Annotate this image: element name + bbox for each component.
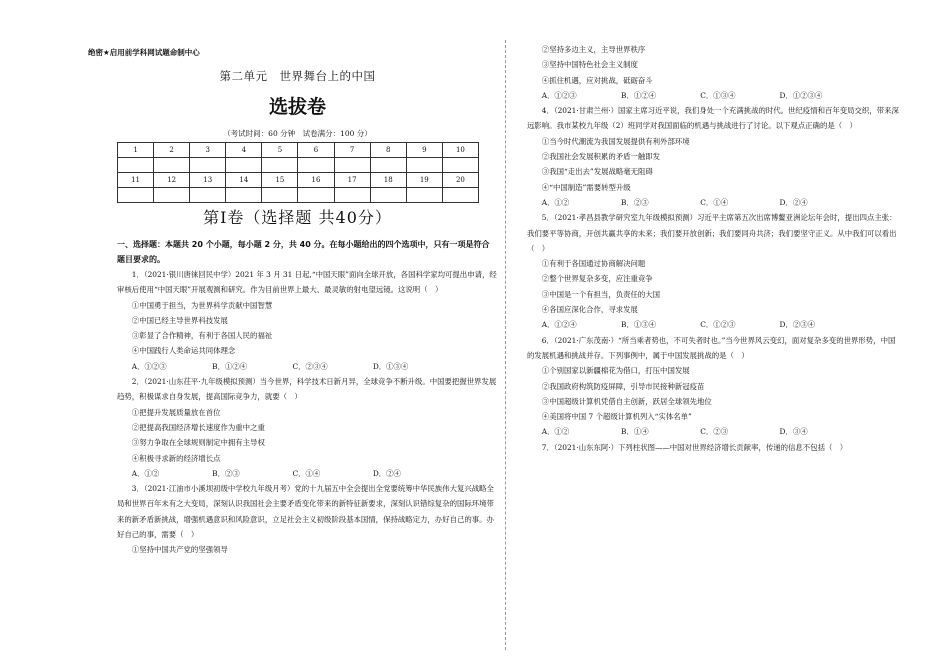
choice-a[interactable]: A．①②④	[541, 320, 577, 330]
answer-grid	[117, 142, 479, 203]
choice-c[interactable]: C．①③④	[700, 90, 736, 100]
choice-a[interactable]: A．①②	[541, 427, 570, 437]
choice-a[interactable]: A．①②③	[131, 361, 167, 371]
choice-c[interactable]: C．②③④	[292, 361, 328, 371]
left-column	[117, 267, 497, 558]
grid-number: 11	[118, 173, 154, 188]
answer-cell[interactable]	[370, 188, 406, 203]
grid-number: 6	[298, 143, 334, 158]
question-option: ③我国“走出去”发展战略毫无阻碍	[541, 167, 653, 177]
answer-grid-blank-row-1	[118, 158, 479, 173]
grid-number: 16	[298, 173, 334, 188]
grid-number: 7	[334, 143, 370, 158]
question-option: ①坚持中国共产党的坚强领导	[131, 545, 228, 555]
answer-cell[interactable]	[442, 188, 478, 203]
part-title: 第Ⅰ卷（选择题 共40分）	[203, 208, 392, 227]
question-option: ④“中国制造”需要转型升级	[541, 182, 631, 192]
choice-c[interactable]: C．②③	[700, 427, 729, 437]
answer-cell[interactable]	[262, 158, 298, 173]
question-stem: 2．（2021·山东茌平·九年级模拟预测）当今世界，科学技术日新月异，全球竞争不断升级。中国要把握世界发展趋势，积极谋求自身发展，提高国际竞争力，就要（ ）	[117, 377, 497, 402]
grid-number: 17	[334, 173, 370, 188]
choice-b[interactable]: B．①②④	[212, 361, 248, 371]
answer-cell[interactable]	[442, 158, 478, 173]
choice-d[interactable]: D．①②③④	[779, 90, 823, 100]
confidential-label: 绝密★启用前学科网试题命制中心	[88, 48, 200, 57]
answer-cell[interactable]	[190, 158, 226, 173]
answer-cell[interactable]	[226, 158, 262, 173]
right-column	[527, 42, 902, 455]
answer-cell[interactable]	[190, 188, 226, 203]
question-option: ③中国超级计算机凭借自主创新，跃居全球领先地位	[541, 396, 712, 406]
answer-cell[interactable]	[154, 158, 190, 173]
column-divider	[505, 40, 506, 650]
grid-number: 15	[262, 173, 298, 188]
choice-c[interactable]: C．①②③	[700, 320, 736, 330]
grid-number: 20	[442, 173, 478, 188]
answer-cell[interactable]	[262, 188, 298, 203]
question-option: ①把提升发展质量放在首位	[131, 407, 221, 417]
grid-number: 18	[370, 173, 406, 188]
answer-grid-header-row-2	[118, 173, 479, 188]
choice-b[interactable]: B．②③	[621, 197, 649, 207]
grid-number: 8	[370, 143, 406, 158]
answer-cell[interactable]	[226, 188, 262, 203]
grid-number: 5	[262, 143, 298, 158]
grid-number: 10	[442, 143, 478, 158]
question-stem: 1．（2021·银川唐徕回民中学）2021 年 3 月 31 日起,“中国天眼”面向全球开放，各国科学家均可提出申请，经审核后使用“中国天眼”开展观测和研究。作为目前世界上最大、最灵敏的射电望远镜。这说明（ ）	[117, 270, 497, 295]
answer-choices	[117, 466, 497, 481]
question-option: ①有利于各国通过协商解决问题	[541, 259, 646, 269]
question-option: ①个别国家以新疆棉花为借口，打压中国发展	[541, 366, 690, 376]
grid-number: 12	[154, 173, 190, 188]
grid-number: 19	[406, 173, 442, 188]
unit-title: 第二单元 世界舞台上的中国	[219, 69, 376, 83]
grid-number: 4	[226, 143, 262, 158]
choice-c[interactable]: C．①④	[292, 468, 321, 478]
answer-choices	[527, 317, 902, 332]
question-stem: 3．（2021·江油市小溪坝初级中学校九年级月考）党的十九届五中全会提出全党要统筹中华民族伟大复兴战略全局和世界百年未有之大变局，深刻认识我国社会主要矛盾变化带来的新特征新要求，深刻认识错综复杂的国际环境带来的新矛盾新挑战，增强机遇意识和风险意识，立足社会主义初级阶段基本国情，保持战略定力，办好自己的事。办好自己的事，需要（ ）	[117, 484, 494, 540]
choice-b[interactable]: B．②③	[212, 468, 240, 478]
answer-cell[interactable]	[406, 188, 442, 203]
choice-d[interactable]: D．②③④	[779, 320, 815, 330]
question-stem: 6．（2021·广东茂南·）“所当乘者势也，不可失者时也。”当今世界风云变幻，面对复杂多变的世界形势，中国的发展机遇和挑战并存。下列事例中，属于中国发展挑战的是（ ）	[527, 335, 896, 360]
answer-choices	[527, 88, 902, 103]
choice-b[interactable]: B．①③④	[621, 320, 657, 330]
choice-a[interactable]: A．①②	[541, 197, 570, 207]
question-option: ③中国是一个有担当，负责任的大国	[541, 289, 661, 299]
answer-choices	[117, 359, 497, 374]
question-option: ②整个世界复杂多变，应注重竞争	[541, 274, 653, 284]
answer-cell[interactable]	[118, 188, 154, 203]
grid-number: 3	[190, 143, 226, 158]
question-option: ④中国践行人类命运共同体理念	[131, 346, 236, 356]
section-instructions: 一、选择题：本题共 20 个小题，每小题 2 分，共 40 分。在每小题给出的四个选项中，只有一项是符合题目要求的。	[117, 240, 490, 264]
question-option: ②坚持多边主义，主导世界秩序	[541, 45, 646, 54]
grid-number: 14	[226, 173, 262, 188]
choice-d[interactable]: D．①③④	[372, 361, 409, 371]
choice-b[interactable]: B．①④	[621, 427, 649, 437]
choice-c[interactable]: C．①④	[700, 197, 729, 207]
answer-cell[interactable]	[154, 188, 190, 203]
question-option: ④各国应深化合作，寻求发展	[541, 305, 638, 315]
question-option: ①当今时代潮流为我国发展提供有利外部环境	[541, 136, 690, 146]
answer-cell[interactable]	[118, 158, 154, 173]
answer-choices	[527, 424, 902, 439]
question-option: ③彰显了合作精神，有利于各国人民的福祉	[131, 331, 273, 341]
grid-number: 1	[118, 143, 154, 158]
choice-d[interactable]: D．②④	[779, 197, 808, 207]
question-option: ②我国政府构筑防疫屏障，引导市民接种新冠疫苗	[541, 381, 705, 391]
choice-d[interactable]: D．②④	[372, 468, 401, 478]
grid-number: 9	[406, 143, 442, 158]
answer-cell[interactable]	[334, 188, 370, 203]
choice-d[interactable]: D．③④	[779, 427, 808, 437]
choice-a[interactable]: A．①②	[131, 468, 160, 478]
choice-b[interactable]: B．①②④	[621, 90, 657, 100]
question-option: ①中国勇于担当，为世界科学贡献中国智慧	[131, 300, 273, 310]
question-option: ④美国将中国 7 个超级计算机列入“实体名单”	[541, 412, 692, 422]
question-stem: 5．（2021·孝昌县教学研究室九年级模拟预测）习近平主席第五次出席博鳌亚洲论坛年会时，提出四点主张：我们要平等协商，开创共赢共享的未来；我们要开放创新；我们要同舟共济；我们要坚守正义。从中我们可以看出（ ）	[527, 213, 897, 253]
answer-cell[interactable]	[298, 158, 334, 173]
question-option: ④抓住机遇，应对挑战，砥砺奋斗	[541, 75, 653, 85]
question-option: ④积极寻求新的经济增长点	[131, 453, 221, 463]
answer-grid-header-row-1	[118, 143, 479, 158]
question-stem: 4．（2021·甘肃兰州·）国家主席习近平说，我们身处一个充满挑战的时代。世纪疫情和百年变局交织，带来深远影响。我市某校九年级（2）班同学对我国面临的机遇与挑战进行了讨论。以下观点正确的是（ ）	[527, 106, 899, 131]
answer-cell[interactable]	[334, 158, 370, 173]
question-option: ②我国社会发展积累的矛盾一触即发	[541, 152, 661, 162]
grid-number: 2	[154, 143, 190, 158]
grid-number: 13	[190, 173, 226, 188]
answer-cell[interactable]	[370, 158, 406, 173]
choice-a[interactable]: A．①②③	[541, 90, 577, 100]
exam-info: （考试时间：60 分钟 试卷满分：100 分）	[223, 129, 372, 138]
page-title: 选拔卷	[268, 96, 326, 118]
answer-grid-blank-row-2	[118, 188, 479, 203]
question-option: ②中国已经主导世界科技发展	[131, 315, 228, 325]
answer-choices	[527, 195, 902, 210]
question-option: ②把提高我国经济增长速度作为重中之重	[131, 422, 265, 432]
answer-cell[interactable]	[406, 158, 442, 173]
answer-cell[interactable]	[298, 188, 334, 203]
question-option: ③坚持中国特色社会主义制度	[541, 60, 638, 70]
question-stem: 7．（2021·山东东阿·）下列柱状图——中国对世界经济增长贡献率，传递的信息不包括（ ）	[541, 442, 848, 452]
question-option: ③努力争取在全球规则制定中拥有主导权	[131, 438, 265, 448]
